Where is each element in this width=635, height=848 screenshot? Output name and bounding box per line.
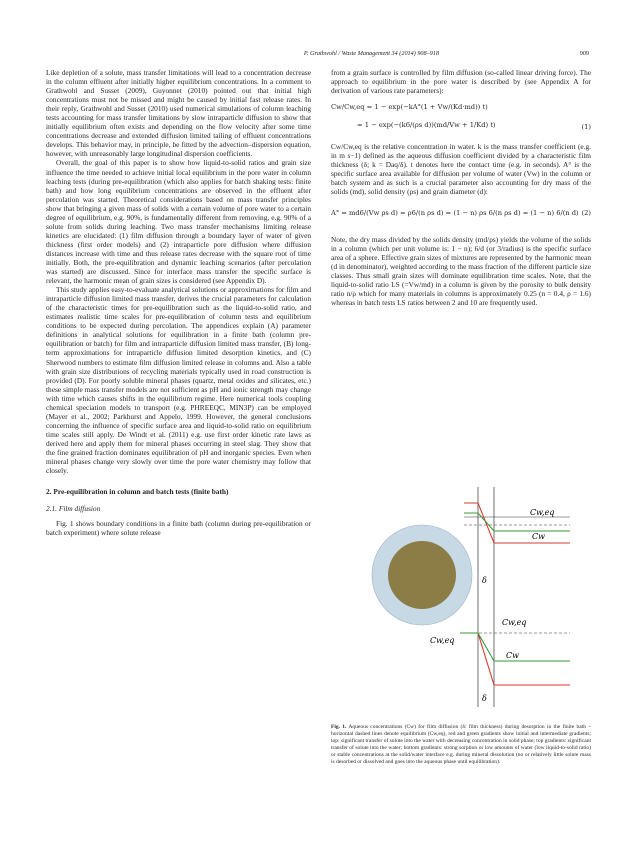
equation-1-number: (1) bbox=[581, 123, 591, 132]
left-paragraph-2: Overall, the goal of this paper is to show how liquid-to-solid ratios and grain size influence the time needed to achieve initial local equilibrium in the pore water in column leaching tests (during pre-equilibration (which also applies for batch shaking tests: finite bath) and how long equilibrium concentrations are observed in the effluent after percolation was started. Theoretical considerations based on mass transfer principles show that bringing a given mass of solids with a certain volume of pore water to a certain degree of equilibrium, e.g. 90%, is fundamentally different from removing, e.g. 90% of a solute from solids during leaching. Two mass transfer mechanisms limiting release kinetics are elucidated: (1) film diffusion through a boundary layer of water of given thickness (first order models) and (2) intraparticle pore diffusion where diffusion distances increase with time and thus release rates decrease with the square root of time initially. Both, the pre-equilibration and dynamic leaching scenarios (after percolation was started) are discussed. Since for interface mass transfer the specific surface is relevant, the harmonic mean of grain sizes is considered (see Appendix D). bbox=[46, 158, 311, 286]
right-paragraph-1: from a grain surface is controlled by film diffusion (so-called linear driving force). The approach to equilibrium in the pore water is described by (see Appendix A for derivation of various rate parameters): bbox=[331, 68, 591, 96]
equation-1-line-2: = 1 − exp(−(k6/(ρs d))(md/Vw + 1/Kd) t) bbox=[357, 121, 496, 130]
caption-label: Fig. 1. bbox=[331, 724, 347, 730]
label-cw-eq-bottom-right: Cw,eq bbox=[502, 618, 527, 627]
label-delta-mid: δ bbox=[482, 576, 487, 585]
equation-1 bbox=[331, 103, 591, 130]
label-cw-bottom: Cw bbox=[506, 651, 519, 660]
right-paragraph-2: Cw/Cw,eq is the relative concentration in water. k is the mass transfer coefficient (e.g. in m s−1) defined as the aqueous diffusion coefficient divided by a characteristic film thickness (δ; k = Daq/δ). t denotes here the contact time (e.g. in seconds). A° is the specific surface area available for diffusion per volume of water (Vw) in the column or batch system and as such is a crucial parameter also accounting for dry mass of the solids (md), solid density (ρs) and grain diameter (d): bbox=[331, 142, 591, 197]
grain-core bbox=[388, 541, 456, 609]
equation-2-number: (2) bbox=[581, 208, 591, 217]
left-column bbox=[46, 68, 311, 537]
section-heading: 2. Pre-equilibration in column and batch tests (finite bath) bbox=[46, 487, 229, 497]
right-paragraph-3: Note, the dry mass divided by the solids density (md/ρs) yields the volume of the solids in a column (which per unit volume is: 1 − n); 6/d (or 3/radius) is the specific surface area of a sphere. Effective grain sizes of mixtures are represented by the harmonic mean (d in denominator), weighted according to the mass fraction of the different particle size classes. Thus small grain sizes will dominate equilibration time scales. Note, that the liquid-to-solid ratio LS (=Vw/md) in a column is given by the porosity to bulk density ratio n/ρ which for many materials in columns is approximately 0.25 (n = 0.4, ρ = 1.6) whereas in batch tests LS ratios between 2 and 10 are frequently used. bbox=[331, 234, 591, 307]
equation-2 bbox=[331, 209, 591, 223]
figure-1-diagram bbox=[370, 475, 580, 715]
left-paragraph-1: Like depletion of a solute, mass transfer limitations will lead to a concentration decrease in the column effluent after initially higher equilibrium concentrations. In a comment to Grathwohl and Susset (2009), Guyonnet (2010) pointed out that initial high concentrations must not be missed and might be caused by initial fast release rates. In their reply, Grathwohl and Susset (2010) used numerical simulations of column leaching tests accounting for mass transfer limitations by slow intraparticle diffusion to show that initially equilibrium often exists and depending on the flow velocity after some time concentrations decrease and extended diffusion limited tailing of effluent concentrations develops. This behavior may, in principle, be fitted by the advection–dispersion equation, however, with unreasonably large longitudinal dispersion coefficients. bbox=[46, 68, 311, 159]
right-column bbox=[331, 68, 591, 307]
label-cw-eq-top: Cw,eq bbox=[530, 508, 555, 517]
equation-2-text: A° = md6/(Vw ρs d) = ρ6/(n ρs d) = (1 − n) ρs 6/(n ρs d) = (1 − n) 6/(n d) bbox=[331, 208, 579, 217]
equation-1-line-1: Cw/Cw,eq = 1 − exp(−kA°(1 + Vw/(Kd·md)) t) bbox=[331, 103, 488, 112]
left-paragraph-3: This study applies easy-to-evaluate analytical solutions or approximations for film and intraparticle diffusion limited mass transfer, derives the crucial parameters for calculation of the characteristic times for pre-equilibration such as the liquid-to-solid ratio, and estimates realistic time scales for pre-equilibration of column tests and equilibrium conditions to be expected during percolation. The appendices explain (A) parameter definitions in analytical solutions for equilibration in a finite bath (column pre-equilibration or batch) for film and intraparticle diffusion limited mass transfer, (B) long-term approximations for intraparticle diffusion limited desorption kinetics, and (C) Sherwood numbers to estimate film diffusion limited release in columns and. Also a table with grain size distributions of recycling materials typically used in road construction is provided (D). For poorly soluble mineral phases (quartz, metal oxides and silicates, etc.) these simple mass transfer models are not sufficient as pH and ionic strength may change with time which causes shifts in the equilibrium regime. Here numerical tools coupling chemical speciation models to transport (e.g. PHREEQC, MIN3P) can be employed (Mayer et al., 2002; Parkhurst and Appelo, 1999. However, the general conclusions concerning the influence of specific surface area and liquid-to-solid ratio on equilibrium time scales still apply. De Windt et al. (2011) e.g. use first order kinetic rate laws as derived here and apply them for mineral phases occurring in steel slag. They show that the fine grained fraction dominates equilibration of pH and inorganic species. Even when mineral phases change very slowly over time the pore water chemistry may follow that closely. bbox=[46, 285, 311, 476]
figure-1-caption bbox=[331, 724, 591, 767]
label-cw-top: Cw bbox=[532, 532, 545, 541]
left-paragraph-4: Fig. 1 shows boundary conditions in a finite bath (column during pre-equilibration or batch experiment) where solute release bbox=[46, 519, 311, 538]
label-cw-eq-bottom-left: Cw,eq bbox=[430, 636, 455, 645]
running-title: P. Grathwohl / Waste Management 34 (2014) 908–918 bbox=[303, 50, 439, 57]
subsection-heading: 2.1. Film diffusion bbox=[46, 504, 101, 514]
page-number: 909 bbox=[579, 50, 589, 57]
label-delta-bottom: δ bbox=[482, 694, 487, 703]
caption-text: Aqueous concentrations (Cw) for film diffusion (δ: film thickness) during desorption in the finite bath – horizontal dashed lines denote equilibrium (Cw,eq), red and green gradients show initial and intermediate gradients; top: significant transfer of solute into the water with decreasing concentration in solid phase; top gradients: significant transfer of solute into the water; bottom gradients: strong sorption or low amounts of water (low liquid-to-solid ratio) or stable concentrations at the solid/water interface e.g. during mineral dissolution (no or relatively little solute mass is desorbed or dissolved and goes into the aqueous phase until equilibration). bbox=[331, 724, 591, 766]
page-header bbox=[46, 50, 589, 60]
